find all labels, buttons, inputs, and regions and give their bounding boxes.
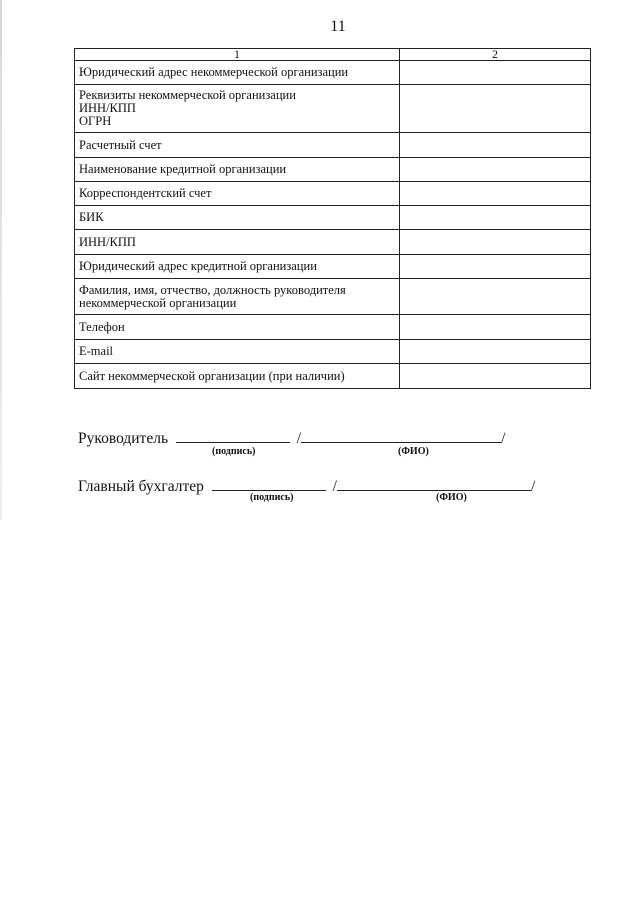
table-header-row [75,49,591,61]
row-label-text: БИК [79,210,104,224]
page-scan-edge [0,0,2,520]
row-label-cell [75,133,400,158]
row-value-cell[interactable] [400,340,591,364]
head-name-caption: (ФИО) [398,446,429,457]
row-value-cell[interactable] [400,182,591,206]
row-label-text: Телефон [79,319,125,334]
row-value-cell[interactable] [400,255,591,279]
table-row [75,61,591,85]
row-label-text: Наименование кредитной организации [79,162,287,176]
table-row [75,315,591,340]
row-label-text: Расчетный счет [79,137,162,152]
row-value-cell[interactable] [400,206,591,230]
page-number: 11 [330,18,346,35]
head-end-slash: / [501,430,506,447]
row-label-text: Реквизиты некоммерческой организации [79,88,296,102]
row-value-cell[interactable] [400,133,591,158]
row-label-text: Фамилия, имя, отчество, должность руководителя [79,282,346,297]
row-label-cell [75,279,400,315]
accountant-name-caption: (ФИО) [436,492,467,503]
row-label-text: ИНН/КПП [79,101,136,115]
row-label-cell [75,340,400,364]
row-label-cell [75,255,400,279]
row-label-cell [75,315,400,340]
row-label-text: E-mail [79,344,114,358]
head-name-field[interactable] [301,428,501,443]
table-row [75,364,591,389]
row-label-text: Корреспондентский счет [79,186,212,200]
table-row [75,158,591,182]
accountant-signature-field[interactable] [212,476,326,491]
head-signature-label: Руководитель [78,430,169,447]
row-value-cell[interactable] [400,61,591,85]
row-label-text: Сайт некоммерческой организации (при наличии) [79,368,345,383]
row-value-cell[interactable] [400,158,591,182]
column-header-1: 1 [75,49,400,61]
requisites-table-body [75,49,591,389]
table-row [75,133,591,158]
head-separator: / [296,430,302,447]
row-label-text: ОГРН [79,114,112,128]
requisites-table [74,48,591,389]
accountant-signature-caption: (подпись) [250,492,294,503]
row-label-cell [75,206,400,230]
head-signature-line [78,428,505,448]
row-label-text: некоммерческой организации [79,295,237,310]
row-label-text: ИНН/КПП [79,234,136,249]
table-row [75,85,591,133]
row-label-cell [75,61,400,85]
head-signature-caption: (подпись) [212,446,256,457]
row-label-cell [75,182,400,206]
row-value-cell[interactable] [400,315,591,340]
row-value-cell[interactable] [400,85,591,133]
table-row [75,340,591,364]
table-row [75,206,591,230]
column-header-2: 2 [400,49,591,61]
row-label-cell [75,158,400,182]
head-signature-field[interactable] [176,428,290,443]
row-label-cell [75,85,400,133]
table-row [75,279,591,315]
row-label-cell [75,230,400,255]
row-label-text: Юридический адрес некоммерческой организации [79,65,349,79]
table-row [75,255,591,279]
table-row [75,230,591,255]
table-row [75,182,591,206]
row-label-text: Юридический адрес кредитной организации [79,259,317,273]
accountant-separator: / [332,478,337,495]
row-value-cell[interactable] [400,230,591,255]
accountant-signature-label: Главный бухгалтер [78,478,204,495]
row-value-cell[interactable] [400,364,591,389]
row-value-cell[interactable] [400,279,591,315]
accountant-name-field[interactable] [337,476,531,491]
accountant-end-slash: / [530,478,536,495]
row-label-cell [75,364,400,389]
